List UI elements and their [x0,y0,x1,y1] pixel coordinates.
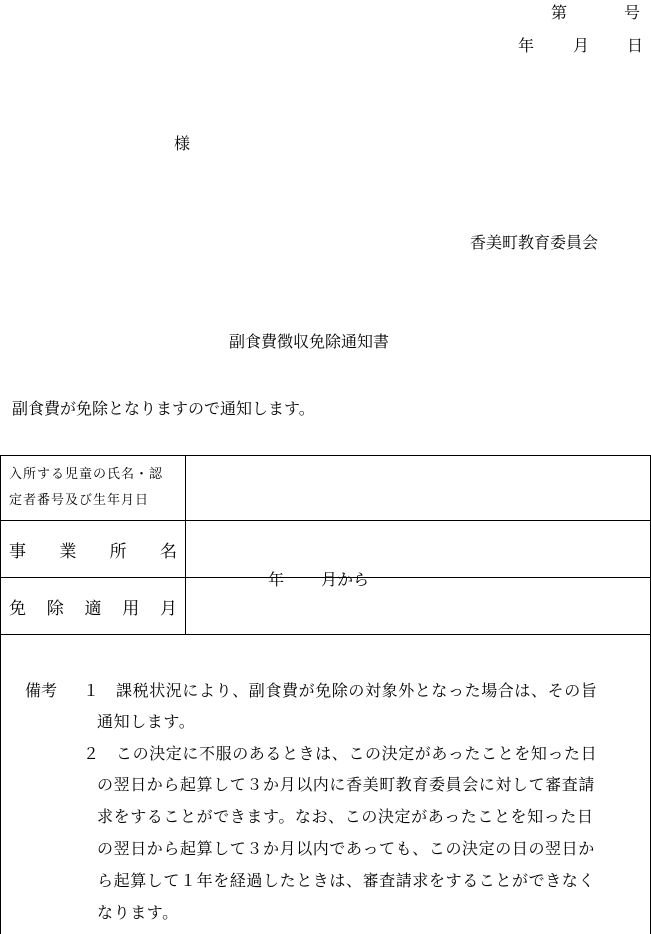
exemption-month-from: 月から [321,570,370,589]
child-info-label-line2: 定者番号及び生年月日 [9,493,150,508]
lead-text: 副食費が免除となりますので通知します。 [12,399,315,418]
number-suffix: 号 [624,3,641,22]
remark-1-number: １ [83,681,100,700]
sender-name: 香美町教育委員会 [470,233,599,252]
child-info-label [1,456,186,521]
date-year: 年 [518,36,535,55]
exemption-month-value[interactable] [186,570,651,635]
remark-1-line: 通知します。 [97,712,196,731]
notice-form-table [0,455,651,635]
remarks-heading: 備考 [25,681,58,700]
table-row [1,578,651,635]
exemption-label-char: 免 [9,598,26,619]
remark-1-line: 課税状況により、副食費が免除の対象外となった場合は、その旨 [116,681,598,700]
remark-2-line: なります。 [97,903,179,922]
facility-label-char: 名 [159,541,177,562]
facility-label-char: 所 [109,541,127,562]
date-day: 日 [627,36,644,55]
facility-name-value[interactable] [186,521,651,578]
exemption-month-label [1,578,186,635]
recipient-suffix: 様 [174,134,191,153]
child-info-label-line1: 入所する児童の氏名・認 [9,467,164,482]
exemption-label-char: 用 [122,598,140,619]
exemption-label-char: 除 [46,598,64,619]
facility-name-label [1,521,186,578]
child-info-value[interactable] [186,456,651,521]
facility-label-char: 業 [59,541,77,562]
number-prefix: 第 [551,3,568,22]
exemption-label-char: 適 [84,598,102,619]
remark-2-line: の翌日から起算して３か月以内に香美町教育委員会に対して審査請 [97,775,596,794]
document-title: 副食費徴収免除通知書 [229,332,390,351]
exemption-label-char: 月 [160,598,177,619]
remark-2-line: の翌日から起算して３か月以内であっても、この決定の日の翌日か [97,839,595,858]
remark-2-line: この決定に不服のあるときは、この決定があったことを知った日 [116,744,598,763]
remark-2-line: 求をすることができます。なお、この決定があったことを知った日 [97,807,594,826]
facility-label-char: 事 [9,541,26,562]
exemption-year-unit: 年 [268,570,285,589]
table-row [1,456,651,521]
remark-2-number: ２ [83,744,100,763]
date-month: 月 [573,36,590,55]
remark-2-line: ら起算して１年を経過したときは、審査請求をすることができなく [97,871,596,890]
